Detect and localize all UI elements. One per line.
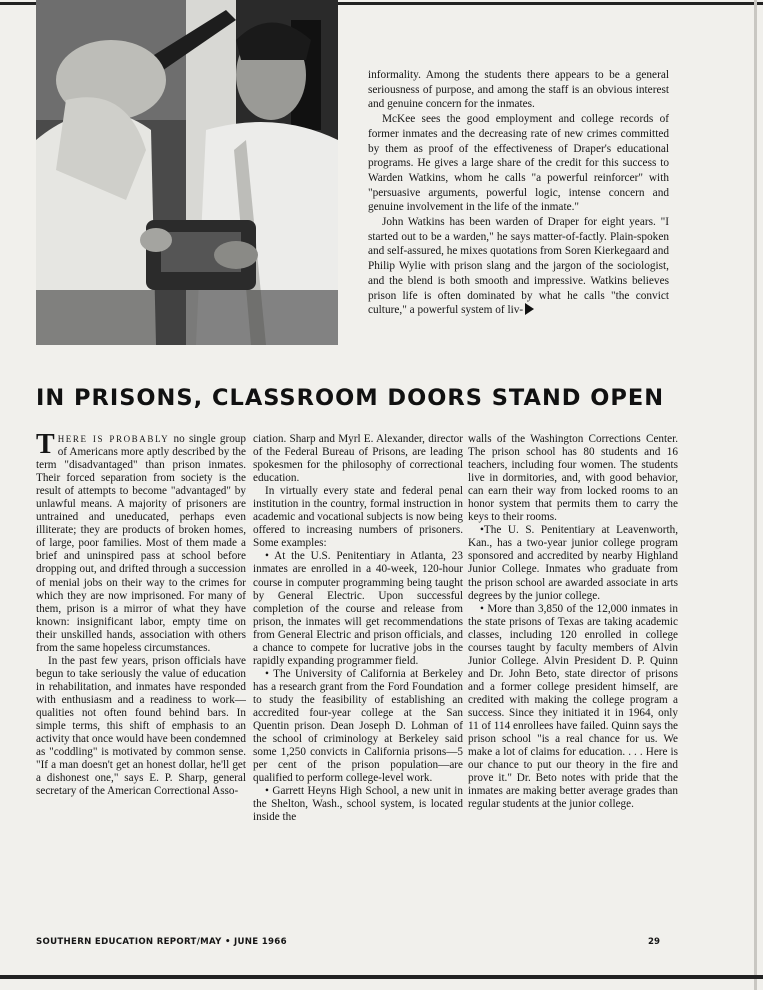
page-number: 29 bbox=[648, 937, 660, 947]
classroom-photo bbox=[36, 0, 338, 345]
article-paragraph: •The U. S. Penitentiary at Leavenworth, Kan., has a two-year junior college program sponsored and accredited by nearby Highland Junior College. Inmates who graduate from the prison school are awarded associate in arts degrees by the junior college. bbox=[468, 524, 678, 602]
article-column-1 bbox=[36, 429, 247, 798]
bottom-rule bbox=[0, 975, 763, 979]
lead-text: no single group of Americans more aptly described by the term "disadvantaged" than prison inmates. Their forced separation from society is the result of attempts to become "advantaged" by unlawful means. A majority of prisoners are untrained and uneducated, perhaps even illiterate; they are products of broken homes, of large, poor families. Most of them made a brief and uninspired pass at school before dropping out, and drifted through a succession of menial jobs on their way to the crimes for which they are now imprisoned. For many of them, prison is a mirror of what they have known: insignificant labor, empty time on their unskilled hands, association with others from the same hopeless circumstances. bbox=[36, 433, 246, 654]
intro-paragraph: informality. Among the students there appears to be a general seriousness of purpose, and among the staff is an obvious interest and genuine concern for the inmates. bbox=[368, 69, 669, 111]
article-column-3 bbox=[468, 433, 678, 811]
article-paragraph: In the past few years, prison officials have begun to take seriously the value of education in rehabilitation, and inmates have responded with enthusiasm and a readiness to work—qualities not often found behind bars. In simple terms, this shift of emphasis to an activity that once would have been condemned as "coddling" is motivated by common sense. "If a man doesn't get an honest dollar, he'll get a dishonest one," says E. P. Sharp, general secretary of the American Correctional Asso- bbox=[36, 654, 247, 798]
page-edge bbox=[754, 0, 757, 990]
lead-smallcaps: HERE IS PROBABLY bbox=[57, 434, 170, 444]
article-paragraph: ciation. Sharp and Myrl E. Alexander, director of the Federal Bureau of Prisons, are leading spokesmen for the philosophy of correctional education. bbox=[253, 433, 463, 485]
article-paragraph: • More than 3,850 of the 12,000 inmates in the state prisons of Texas are taking academic classes, including 120 enrolled in college courses taught by faculty members of Alvin Junior College. Alvin President D. P. Quinn and Dr. John Beto, state director of prisons and a former college president himself, are credited with making the college program a success. Since they initiated it in 1964, only 11 of 114 enrollees have failed. Quinn says the prison school "is a real chance for us. We make a lot of claims for education. . . . Here is our chance to put our theory in the fire and prove it." Dr. Beto notes with pride that the inmates are making better average grades than regular students at the junior college. bbox=[468, 602, 678, 811]
intro-text bbox=[368, 68, 669, 318]
intro-paragraph bbox=[368, 215, 669, 318]
intro-paragraph: McKee sees the good employment and college records of former inmates and the decreasing rate of new crimes committed by them as proof of the effectiveness of Draper's educational programs. He gives a large share of the credit for this success to Warden Watkins, whom he calls "a powerful reinforcer" with "persuasive arguments, powerful logic, intense concern and genuine involvement in the life of the inmate." bbox=[368, 113, 669, 214]
article-column-2 bbox=[253, 433, 463, 824]
drop-cap: T bbox=[36, 429, 55, 460]
article-paragraph: In virtually every state and federal penal institution in the country, formal instruction in academic and vocational subjects is now being offered to increasing numbers of prisoners. Some examples: bbox=[253, 485, 463, 550]
photo-illustration bbox=[36, 0, 338, 345]
article-paragraph: walls of the Washington Corrections Center. The prison school has 80 students and 16 teachers, including four women. The students live in dormitories, and, with good behavior, can earn their way from locked rooms to an honor system that permits them to carry the keys to their rooms. bbox=[468, 433, 678, 524]
article-paragraph: • At the U.S. Penitentiary in Atlanta, 23 inmates are enrolled in a 40-week, 120-hour course in computer programming being taught by General Electric. Upon successful completion of the course and release from prison, the inmates will get recommendations from General Electric and prison officials, and a chance to compete for lucrative jobs in the rapidly expanding programmer field. bbox=[253, 550, 463, 667]
intro-paragraph-text: John Watkins has been warden of Draper for eight years. "I started out to be a warden," he says matter-of-factly. Plain-spoken and self-assured, he mixes quotations from Soren Kierkegaard and Philip Wylie with prison slang and the jargon of the sociologist, and the blend is both smooth and impressive. Watkins believes prison life is often dominated by what he calls "the convict culture," a powerful system of liv- bbox=[368, 216, 669, 317]
article-paragraph: • Garrett Heyns High School, a new unit in the Shelton, Wash., school system, is located inside the bbox=[253, 785, 463, 824]
footer-publication: SOUTHERN EDUCATION REPORT/MAY • JUNE 1966 bbox=[36, 937, 287, 947]
right-arrow-icon bbox=[525, 303, 534, 315]
article-headline: IN PRISONS, CLASSROOM DOORS STAND OPEN bbox=[36, 385, 665, 411]
article-lead-paragraph bbox=[36, 429, 246, 655]
article-paragraph: • The University of California at Berkeley has a research grant from the Ford Foundation to study the feasibility of establishing an accredited four-year college at the San Quentin prison. Dean Joseph D. Lohman of the school of criminology at Berkeley said some 1,250 convicts in California prisons—5 per cent of the prison population—are qualified to perform college-level work. bbox=[253, 667, 463, 785]
